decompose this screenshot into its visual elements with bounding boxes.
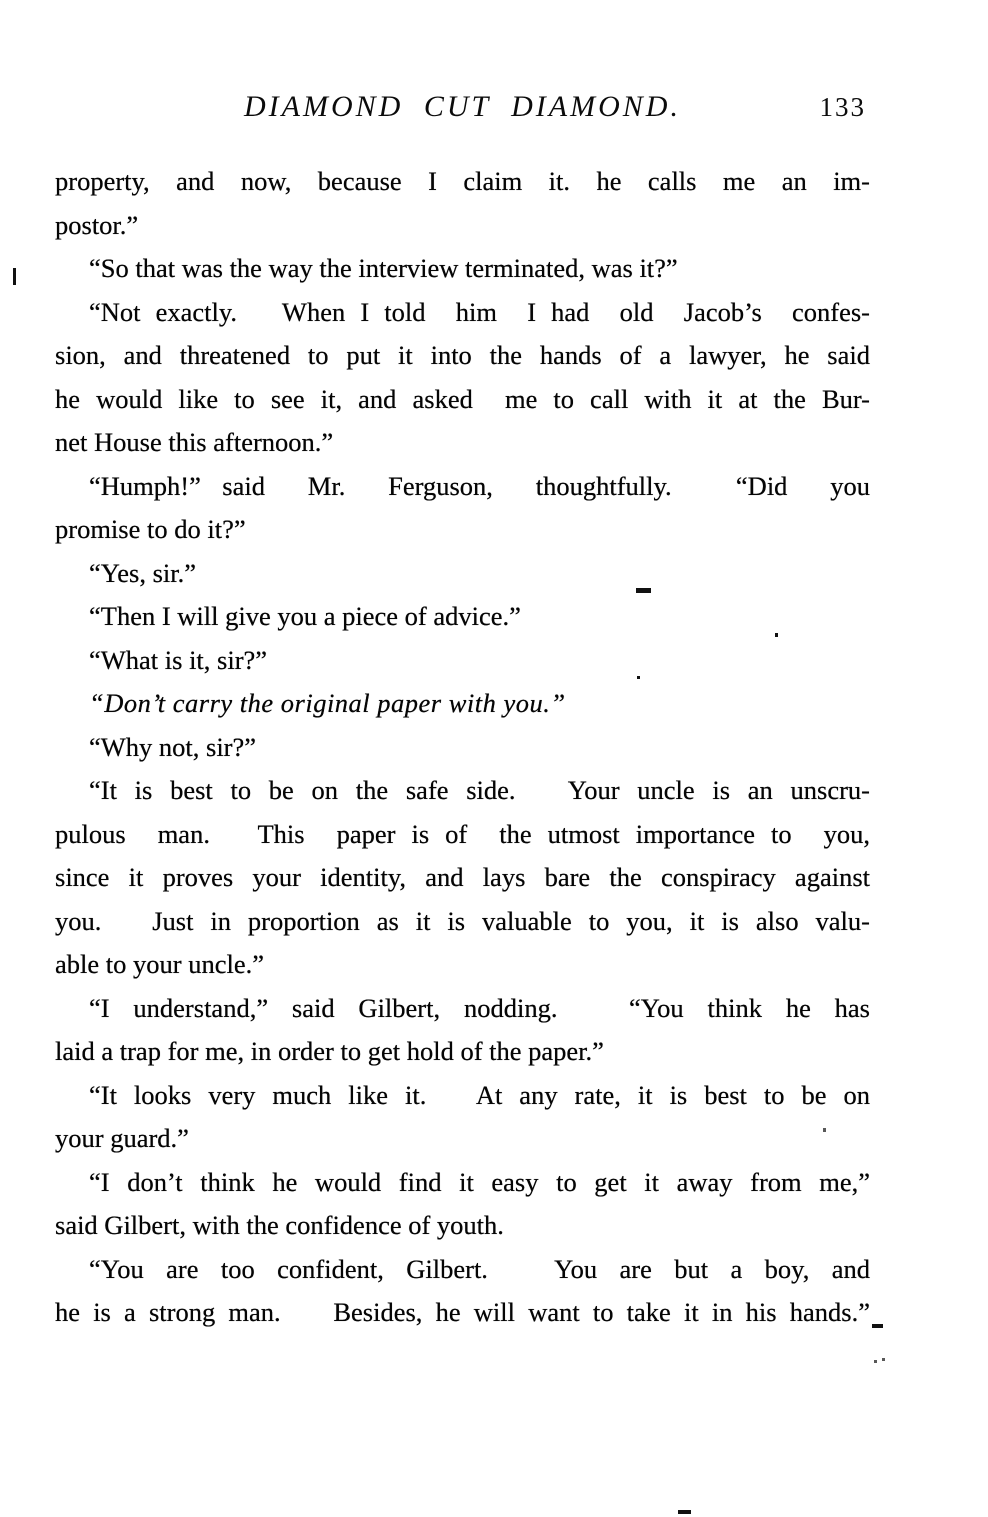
text-line: he is a strong man. Besides, he will want to take it in his hands.” xyxy=(55,1297,870,1327)
text-line: “I don’t think he would find it easy to get it away from me,” xyxy=(89,1166,870,1197)
text-line: you. Just in proportion as it is valuable to you, it is also valu- xyxy=(55,905,870,936)
text-line: he would like to see it, and asked me to call with it at the Bur- xyxy=(55,383,870,414)
scan-artifact xyxy=(874,1360,877,1363)
text-line: able to your uncle.” xyxy=(55,949,264,979)
text-line: “I understand,” said Gilbert, nodding. “You think he has xyxy=(89,992,870,1023)
scan-artifact xyxy=(13,268,16,285)
running-header xyxy=(55,90,870,130)
text-line-italic: “Don’t carry the original paper with you.” xyxy=(89,688,566,718)
text-line: net House this afternoon.” xyxy=(55,427,334,457)
chapter-title: DIAMOND CUT DIAMOND. xyxy=(244,90,681,123)
text-line: “So that was the way the interview terminated, was it?” xyxy=(89,253,678,283)
text-line: “Then I will give you a piece of advice.” xyxy=(89,601,521,631)
text-line: laid a trap for me, in order to get hold of the paper.” xyxy=(55,1036,604,1066)
scan-artifact xyxy=(775,633,778,637)
text-line: property, and now, because I claim it. he calls me an im- xyxy=(55,166,870,196)
text-line: “Yes, sir.” xyxy=(89,557,196,588)
text-line: “What is it, sir?” xyxy=(89,644,268,675)
text-line: your guard.” xyxy=(55,1123,189,1153)
scan-artifact xyxy=(637,676,640,679)
scan-artifact xyxy=(636,588,651,593)
text-line: “It is best to be on the safe side. Your uncle is an unscru- xyxy=(89,775,870,805)
page-number: 133 xyxy=(819,92,866,122)
text-line: promise to do it?” xyxy=(55,514,246,544)
text-line: “Why not, sir?” xyxy=(89,731,257,762)
text-line: “It looks very much like it. At any rate, it is best to be on xyxy=(89,1079,870,1110)
text-line: said Gilbert, with the confidence of youth. xyxy=(55,1210,504,1240)
scan-artifact xyxy=(872,1324,883,1328)
text-line: pulous man. This paper is of the utmost importance to you, xyxy=(55,818,870,849)
text-line: “You are too confident, Gilbert. You are but a boy, and xyxy=(89,1253,870,1284)
text-line: “Humph!” said Mr. Ferguson, thoughtfully. “Did you xyxy=(89,470,870,501)
text-line: postor.” xyxy=(55,209,139,240)
scan-artifact xyxy=(882,1358,885,1361)
text-body xyxy=(55,160,870,1335)
text-line: “Not exactly. When I told him I had old Jacob’s confes- xyxy=(89,296,870,327)
text-line: sion, and threatened to put it into the hands of a lawyer, he said xyxy=(55,340,870,370)
scan-artifact xyxy=(678,1510,691,1514)
scan-artifact xyxy=(823,1128,826,1132)
text-line: since it proves your identity, and lays bare the conspiracy against xyxy=(55,862,870,892)
